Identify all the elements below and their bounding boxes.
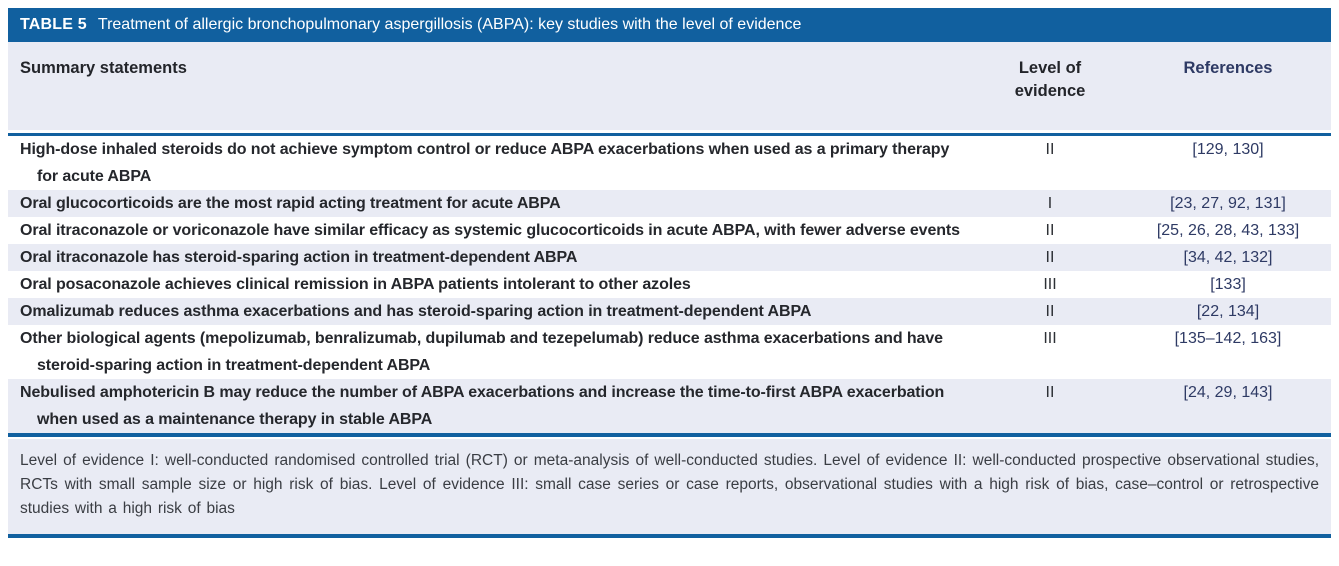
summary-statement: Other biological agents (mepolizumab, benralizumab, dupilumab and tezepelumab) reduce asthma exacerbations and have steroid-sparing action in treatment-dependent ABPA bbox=[20, 330, 943, 374]
table-row bbox=[8, 325, 1331, 379]
table-row bbox=[8, 271, 1331, 298]
column-header-evidence: Level of evidence bbox=[1014, 59, 1086, 100]
reference-citations[interactable]: [135–142, 163] bbox=[1174, 330, 1282, 347]
evidence-level: II bbox=[1045, 384, 1055, 401]
table-title-bar bbox=[8, 8, 1331, 42]
evidence-level: II bbox=[1045, 249, 1055, 266]
summary-statement: Oral posaconazole achieves clinical remission in ABPA patients intolerant to other azoles bbox=[20, 276, 691, 293]
column-header-summary: Summary statements bbox=[20, 59, 187, 77]
summary-statement: Nebulised amphotericin B may reduce the number of ABPA exacerbations and increase the time-to-first ABPA exacerbation when used as a maintenance therapy in stable ABPA bbox=[20, 384, 945, 428]
column-header-row bbox=[8, 42, 1331, 130]
reference-citations[interactable]: [133] bbox=[1210, 276, 1246, 293]
evidence-level: II bbox=[1045, 141, 1055, 158]
table-row bbox=[8, 244, 1331, 271]
table-row bbox=[8, 379, 1331, 433]
table-row bbox=[8, 136, 1331, 190]
reference-citations[interactable]: [24, 29, 143] bbox=[1183, 384, 1273, 401]
reference-citations[interactable]: [34, 42, 132] bbox=[1183, 249, 1273, 266]
reference-citations[interactable]: [22, 134] bbox=[1196, 303, 1260, 320]
column-header-references: References bbox=[1183, 59, 1273, 77]
evidence-level: III bbox=[1043, 330, 1057, 347]
table-row bbox=[8, 190, 1331, 217]
table-body bbox=[8, 136, 1331, 433]
reference-citations[interactable]: [129, 130] bbox=[1192, 141, 1264, 158]
summary-statement: Oral itraconazole has steroid-sparing action in treatment-dependent ABPA bbox=[20, 249, 578, 266]
body-footnote-divider-rule bbox=[8, 433, 1331, 437]
table-number: TABLE 5 bbox=[20, 16, 87, 33]
evidence-level: II bbox=[1045, 222, 1055, 239]
table-row bbox=[8, 298, 1331, 325]
reference-citations[interactable]: [25, 26, 28, 43, 133] bbox=[1156, 222, 1300, 239]
summary-statement: Omalizumab reduces asthma exacerbations and has steroid-sparing action in treatment-dependent ABPA bbox=[20, 303, 812, 320]
summary-statement: Oral glucocorticoids are the most rapid acting treatment for acute ABPA bbox=[20, 195, 561, 212]
evidence-level: II bbox=[1045, 303, 1055, 320]
summary-statement: High-dose inhaled steroids do not achieve symptom control or reduce ABPA exacerbations when used as a primary therapy for acute ABPA bbox=[20, 141, 950, 185]
table-figure bbox=[8, 8, 1331, 538]
table-title: Treatment of allergic bronchopulmonary aspergillosis (ABPA): key studies with the level of evidence bbox=[97, 16, 802, 33]
table-row bbox=[8, 217, 1331, 244]
evidence-level: III bbox=[1043, 276, 1057, 293]
bottom-border-rule bbox=[8, 534, 1331, 538]
summary-statement: Oral itraconazole or voriconazole have similar efficacy as systemic glucocorticoids in acute ABPA, with fewer adverse events bbox=[20, 222, 960, 239]
evidence-level: I bbox=[1047, 195, 1053, 212]
table-footnote: Level of evidence I: well-conducted randomised controlled trial (RCT) or meta-analysis of well-conducted studies. Level of evidence II: well-conducted prospective observational studies, RCTs with small sample size or high risk of bias. Level of evidence III: small case series or case reports, observational studies with a high risk of bias, case–control or retrospective studies with a high risk of bias bbox=[8, 439, 1331, 534]
reference-citations[interactable]: [23, 27, 92, 131] bbox=[1170, 195, 1286, 212]
